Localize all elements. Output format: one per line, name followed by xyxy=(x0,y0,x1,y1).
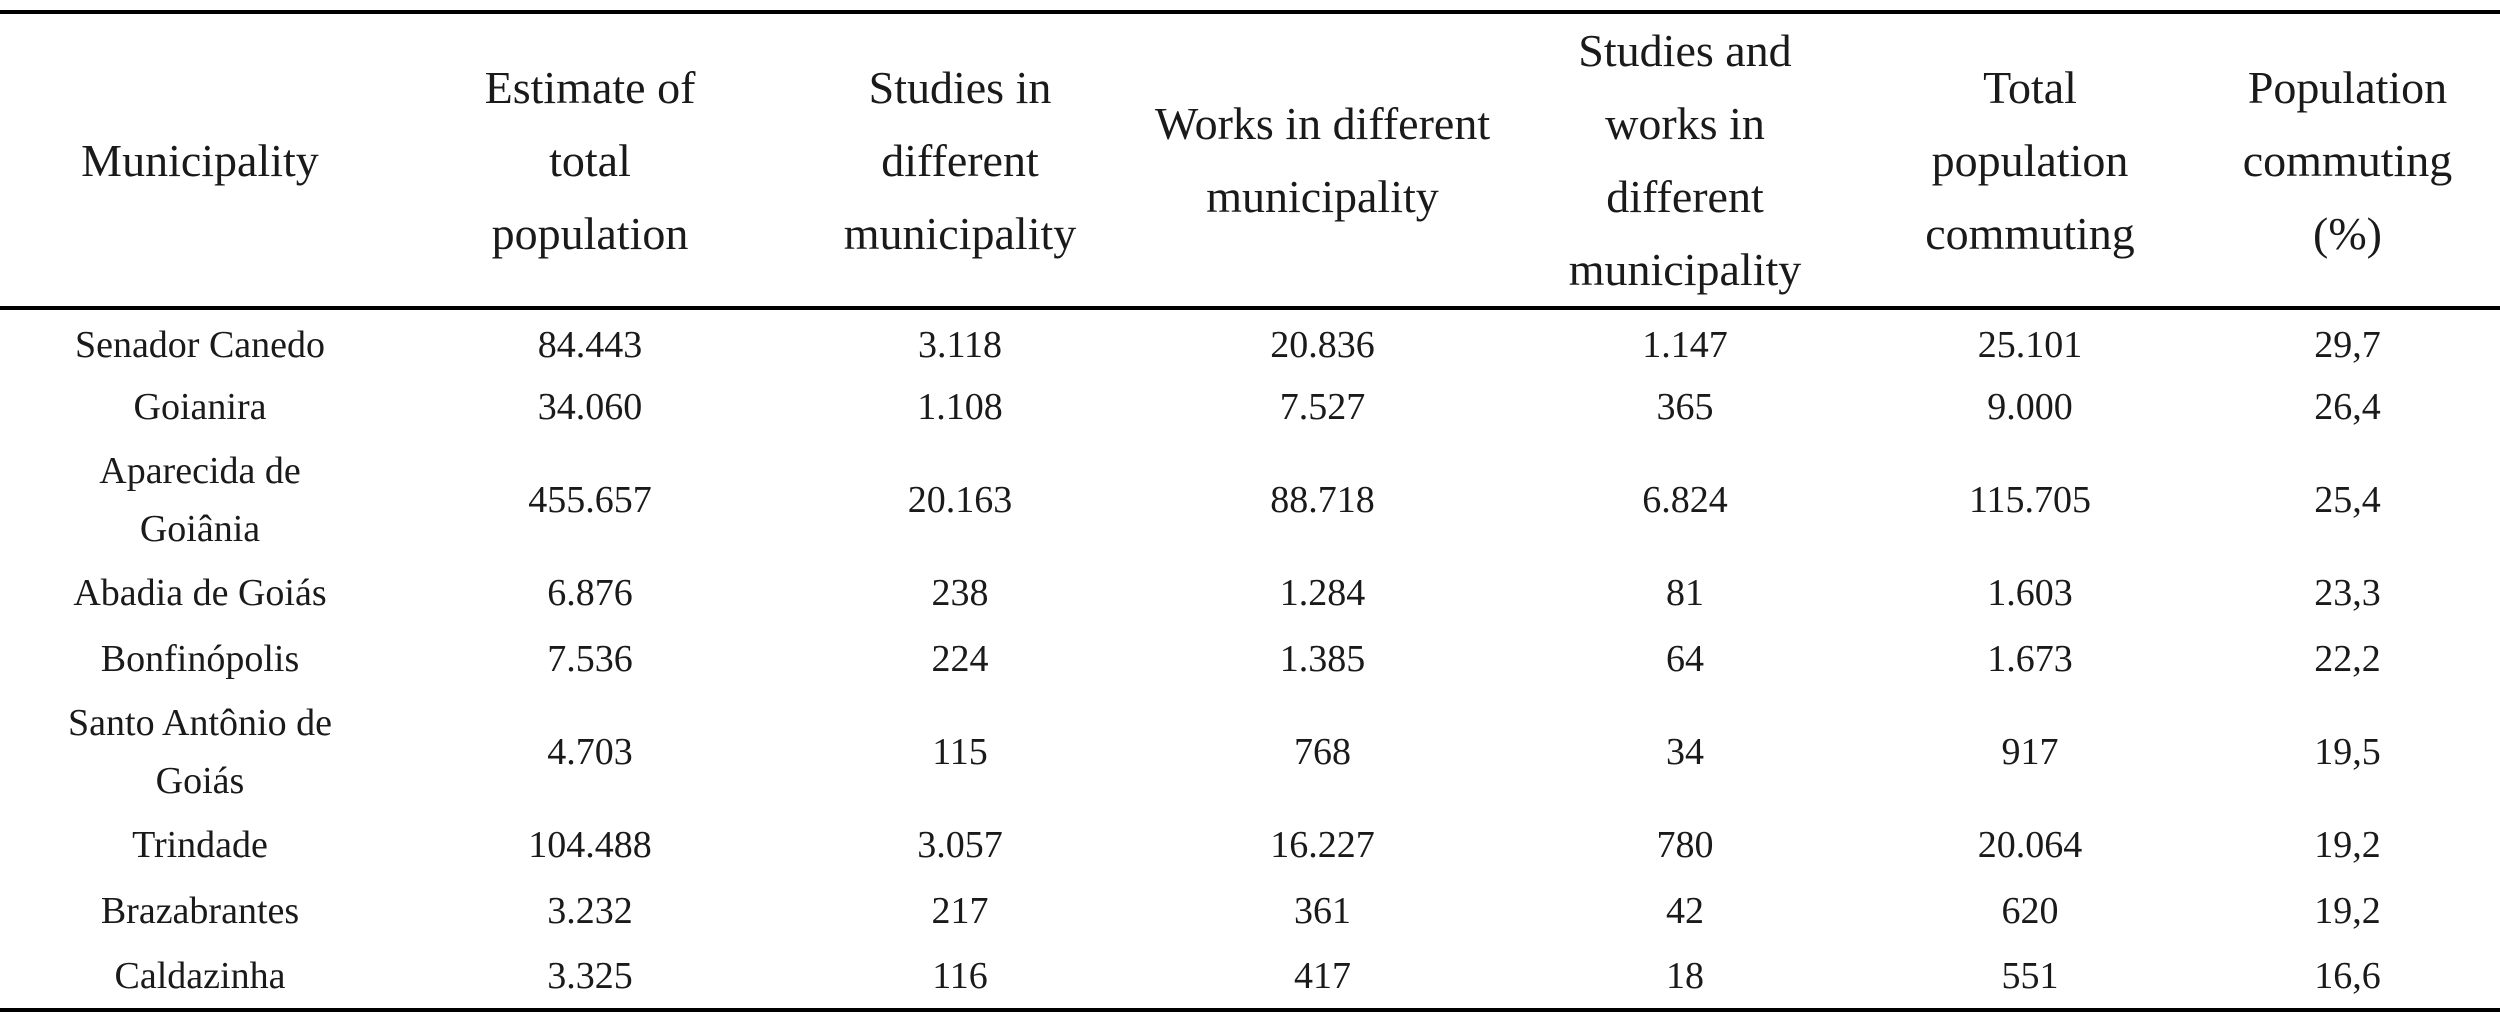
cell-estimate-total-population: 104.488 xyxy=(528,824,652,866)
cell-estimate-total-population: 3.325 xyxy=(547,955,633,997)
cell-studies-and-works: 81 xyxy=(1666,572,1704,614)
cell-estimate-total-population: 6.876 xyxy=(547,572,633,614)
cell-commuting-percent: 19,2 xyxy=(2314,824,2381,866)
cell-studies-different-municipality: 3.057 xyxy=(917,824,1003,866)
cell-commuting-percent: 19,2 xyxy=(2314,890,2381,932)
cell-municipality: Brazabrantes xyxy=(100,890,300,932)
cell-studies-different-municipality: 20.163 xyxy=(907,479,1013,521)
table-row xyxy=(0,440,2500,560)
cell-total-commuting: 9.000 xyxy=(1987,386,2073,428)
cell-commuting-percent: 16,6 xyxy=(2314,955,2381,997)
cell-works-different-municipality: 1.385 xyxy=(1279,638,1366,680)
cell-works-different-municipality: 88.718 xyxy=(1270,479,1375,521)
cell-works-different-municipality: 417 xyxy=(1294,955,1351,997)
cell-studies-different-municipality: 1.108 xyxy=(917,386,1003,428)
cell-total-commuting: 917 xyxy=(2001,731,2059,773)
cell-municipality: Bonfinópolis xyxy=(100,638,300,680)
header-population-commuting-percent: Population commuting (%) xyxy=(2242,61,2453,259)
cell-commuting-percent: 29,7 xyxy=(2314,324,2381,366)
cell-estimate-total-population: 84.443 xyxy=(537,324,643,366)
cell-studies-and-works: 780 xyxy=(1656,824,1714,866)
cell-total-commuting: 551 xyxy=(2001,955,2059,997)
cell-studies-and-works: 42 xyxy=(1666,890,1704,932)
cell-total-commuting: 620 xyxy=(2001,890,2059,932)
cell-studies-different-municipality: 224 xyxy=(931,638,989,680)
table-row xyxy=(0,692,2500,812)
cell-estimate-total-population: 34.060 xyxy=(537,386,643,428)
cell-total-commuting: 1.603 xyxy=(1987,572,2073,614)
cell-studies-and-works: 1.147 xyxy=(1642,324,1728,366)
header-row xyxy=(0,12,2500,308)
cell-municipality: Aparecida de Goiânia xyxy=(99,450,301,550)
cell-estimate-total-population: 7.536 xyxy=(547,638,633,680)
cell-commuting-percent: 25,4 xyxy=(2314,479,2381,521)
table-row xyxy=(0,560,2500,626)
cell-total-commuting: 25.101 xyxy=(1977,324,2083,366)
cell-works-different-municipality: 7.527 xyxy=(1279,386,1366,428)
cell-commuting-percent: 26,4 xyxy=(2314,386,2381,428)
table-row xyxy=(0,944,2500,1010)
cell-studies-different-municipality: 115 xyxy=(932,731,988,773)
table-row xyxy=(0,812,2500,878)
cell-total-commuting: 1.673 xyxy=(1987,638,2073,680)
cell-works-different-municipality: 768 xyxy=(1294,731,1351,773)
cell-works-different-municipality: 16.227 xyxy=(1270,824,1375,866)
table-header xyxy=(0,12,2500,308)
cell-works-different-municipality: 361 xyxy=(1294,890,1351,932)
table-row xyxy=(0,374,2500,440)
cell-estimate-total-population: 3.232 xyxy=(547,890,633,932)
commuting-table xyxy=(0,10,2500,1012)
cell-municipality: Senador Canedo xyxy=(74,324,326,366)
cell-works-different-municipality: 20.836 xyxy=(1270,324,1375,366)
header-studies-different-municipality: Studies in different municipality xyxy=(843,61,1077,259)
header-estimate-total-population: Estimate of total population xyxy=(484,61,696,259)
header-studies-and-works-different-municipality: Studies and works in different municipality xyxy=(1568,25,1802,295)
cell-municipality: Trindade xyxy=(132,824,268,866)
header-municipality: Municipality xyxy=(81,134,319,186)
table-row xyxy=(0,878,2500,944)
header-total-population-commuting: Total population commuting xyxy=(1925,61,2135,259)
cell-commuting-percent: 23,3 xyxy=(2314,572,2381,614)
cell-total-commuting: 115.705 xyxy=(1968,479,2092,521)
table-row xyxy=(0,626,2500,692)
cell-estimate-total-population: 4.703 xyxy=(547,731,633,773)
table-body xyxy=(0,308,2500,1010)
cell-estimate-total-population: 455.657 xyxy=(528,479,652,521)
header-works-different-municipality: Works in different municipality xyxy=(1154,98,1491,222)
cell-studies-and-works: 34 xyxy=(1666,731,1704,773)
cell-studies-and-works: 18 xyxy=(1666,955,1704,997)
cell-studies-different-municipality: 116 xyxy=(932,955,988,997)
cell-municipality: Caldazinha xyxy=(114,955,286,997)
cell-commuting-percent: 22,2 xyxy=(2314,638,2381,680)
cell-studies-different-municipality: 3.118 xyxy=(917,324,1003,366)
cell-total-commuting: 20.064 xyxy=(1977,824,2083,866)
cell-studies-different-municipality: 217 xyxy=(931,890,989,932)
cell-studies-different-municipality: 238 xyxy=(931,572,989,614)
cell-municipality: Abadia de Goiás xyxy=(73,572,327,614)
cell-studies-and-works: 365 xyxy=(1656,386,1714,428)
cell-commuting-percent: 19,5 xyxy=(2314,731,2381,773)
cell-studies-and-works: 64 xyxy=(1666,638,1704,680)
table-row xyxy=(0,308,2500,374)
cell-works-different-municipality: 1.284 xyxy=(1279,572,1366,614)
cell-studies-and-works: 6.824 xyxy=(1642,479,1728,521)
cell-municipality: Santo Antônio de Goiás xyxy=(68,702,332,802)
cell-municipality: Goianira xyxy=(133,386,267,428)
